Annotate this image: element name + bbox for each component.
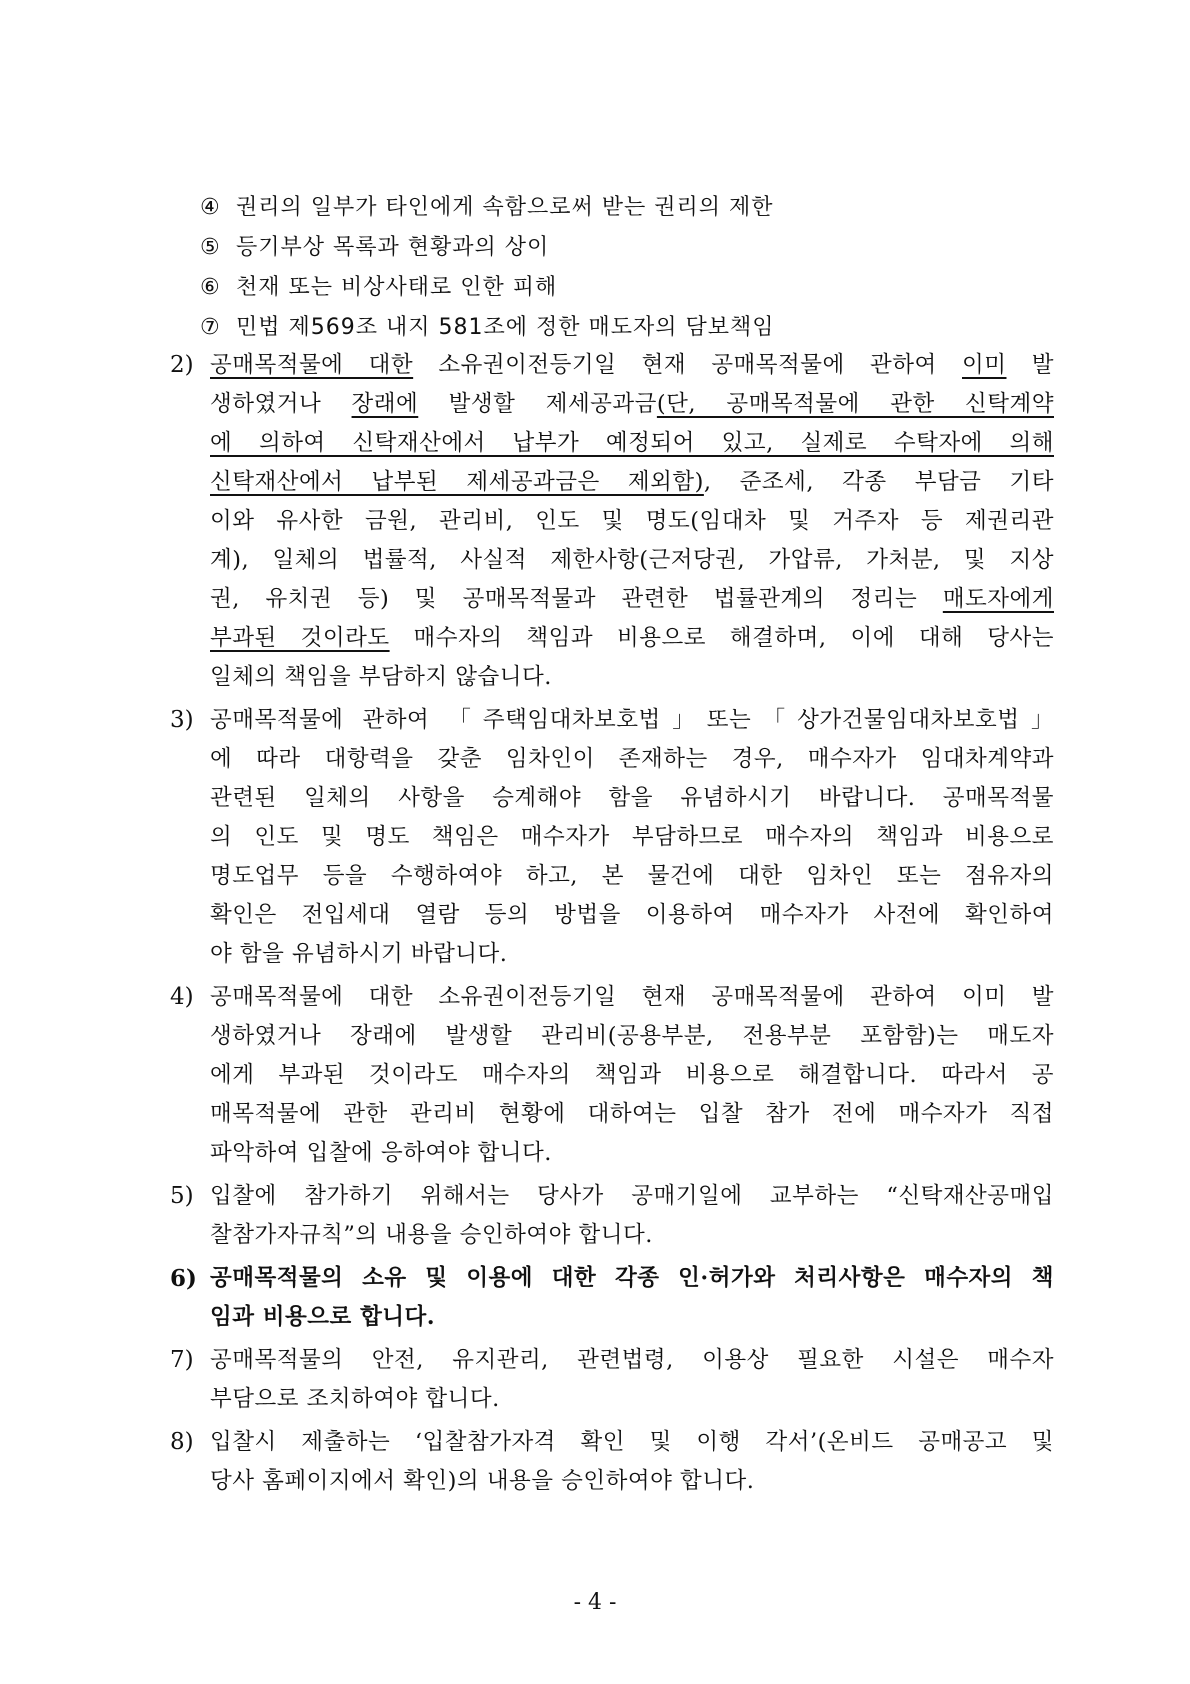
item-number: 7) (170, 1347, 194, 1373)
underlined-text: 부과된 것이라도 (210, 625, 390, 651)
item-line (210, 1341, 1054, 1380)
item-line (210, 1177, 1054, 1216)
underlined-text: (단, 공매목적물에 관한 신탁계약 (656, 391, 1054, 417)
item-line (210, 1095, 1054, 1134)
item-number: 8) (170, 1429, 194, 1455)
item-number: 2) (170, 352, 194, 378)
numbered-item (170, 978, 1054, 1173)
item-line (210, 896, 1054, 935)
underlined-text: 매도자에게 (942, 586, 1054, 612)
item-number: 5) (170, 1183, 194, 1209)
item-line (210, 619, 1054, 658)
text-run: 발생할 제세공과금 (418, 391, 657, 417)
text-run: 매수자의 책임과 비용으로 해결하며, 이에 대해 당사는 (389, 625, 1054, 651)
numbered-items (170, 346, 1054, 1505)
text-run: 임과 비용으로 합니다. (210, 1304, 436, 1330)
sub-item: ⑥ 천재 또는 비상사태로 인한 피해 (200, 275, 558, 300)
item-line (210, 1462, 1054, 1501)
item-line (210, 857, 1054, 896)
text-run: 에게 부과된 것이라도 매수자의 책임과 비용으로 해결합니다. 따라서 공 (210, 1062, 1054, 1088)
text-run: 생하였거나 장래에 발생할 관리비(공용부분, 전용부분 포함함)는 매도자 (210, 1023, 1054, 1049)
item-line (210, 541, 1054, 580)
text-run: 공매목적물에 관하여 「주택임대차보호법」또는「상가건물임대차보호법」 (210, 707, 1054, 733)
text-run: 부담으로 조치하여야 합니다. (210, 1386, 500, 1412)
text-run: 의 인도 및 명도 책임은 매수자가 부담하므로 매수자의 책임과 비용으로 (210, 824, 1054, 850)
text-run: 공매목적물의 소유 및 이용에 대한 각종 인·허가와 처리사항은 매수자의 책 (210, 1265, 1054, 1291)
text-run: 소유권이전등기일 현재 공매목적물에 관하여 (413, 352, 962, 378)
text-run: 매목적물에 관한 관리비 현황에 대하여는 입찰 참가 전에 매수자가 직접 (210, 1101, 1054, 1127)
item-number: 3) (170, 707, 194, 733)
text-run: 입찰시 제출하는 ‘입찰참가자격 확인 및 이행 각서’(온비드 공매공고 및 (210, 1429, 1054, 1455)
text-run: 야 함을 유념하시기 바랍니다. (210, 941, 508, 967)
item-line (210, 935, 1054, 974)
text-run: 에 따라 대항력을 갖춘 임차인이 존재하는 경우, 매수자가 임대차계약과 (210, 746, 1054, 772)
item-line (210, 1423, 1054, 1462)
numbered-item (170, 1423, 1054, 1501)
item-line (210, 701, 1054, 740)
sub-item: ⑦ 민법 제569조 내지 581조에 정한 매도자의 담보책임 (200, 315, 775, 340)
item-line (210, 1259, 1054, 1298)
numbered-item (170, 1259, 1054, 1337)
text-run: 권, 유치권 등) 및 공매목적물과 관련한 법률관계의 정리는 (210, 586, 943, 612)
text-run: 계), 일체의 법률적, 사실적 제한사항(근저당권, 가압류, 가처분, 및 지상 (210, 547, 1054, 573)
text-run: 이와 유사한 금원, 관리비, 인도 및 명도(임대차 및 거주자 등 제권리관 (210, 508, 1054, 534)
numbered-item (170, 1177, 1054, 1255)
item-line (210, 658, 1054, 697)
sub-item-list (200, 188, 1080, 348)
sub-item: ⑤ 등기부상 목록과 현황과의 상이 (200, 235, 550, 260)
item-line (210, 978, 1054, 1017)
numbered-item (170, 701, 1054, 974)
text-run: , 준조세, 각종 부담금 기타 (703, 469, 1055, 495)
item-line (210, 502, 1054, 541)
item-line (210, 385, 1054, 424)
item-number: 4) (170, 984, 194, 1010)
text-run: 생하였거나 (210, 391, 352, 417)
underlined-text: 장래에 (351, 391, 419, 417)
underlined-text: 에 의하여 신탁재산에서 납부가 예정되어 있고, 실제로 수탁자에 의해 (210, 430, 1054, 456)
text-run: 공매목적물의 안전, 유지관리, 관련법령, 이용상 필요한 시설은 매수자 (210, 1347, 1054, 1373)
text-run: 관련된 일체의 사항을 승계해야 함을 유념하시기 바랍니다. 공매목적물 (210, 785, 1054, 811)
item-line (210, 346, 1054, 385)
text-run: 확인은 전입세대 열람 등의 방법을 이용하여 매수자가 사전에 확인하여 (210, 902, 1054, 928)
item-line (210, 740, 1054, 779)
item-line (210, 779, 1054, 818)
text-run: 명도업무 등을 수행하여야 하고, 본 물건에 대한 임차인 또는 점유자의 (210, 863, 1054, 889)
numbered-item (170, 346, 1054, 697)
text-run: 공매목적물에 대한 소유권이전등기일 현재 공매목적물에 관하여 이미 발 (210, 984, 1054, 1010)
underlined-text: 공매목적물에 대한 (210, 352, 414, 378)
page-number: - 4 - (573, 1590, 617, 1615)
item-line (210, 1056, 1054, 1095)
item-line (210, 818, 1054, 857)
numbered-item (170, 1341, 1054, 1419)
item-line (210, 424, 1054, 463)
underlined-text: 이미 (962, 352, 1007, 378)
text-run: 발 (1006, 352, 1054, 378)
underlined-text: 신탁재산에서 납부된 제세공과금은 제외함) (210, 469, 704, 495)
item-line (210, 1380, 1054, 1419)
item-number: 6) (170, 1265, 197, 1292)
item-line (210, 1298, 1054, 1337)
item-line (210, 1134, 1054, 1173)
item-line (210, 463, 1054, 502)
item-line (210, 1017, 1054, 1056)
sub-item: ④ 권리의 일부가 타인에게 속함으로써 받는 권리의 제한 (200, 195, 774, 220)
text-run: 찰참가자규칙”의 내용을 승인하여야 합니다. (210, 1222, 653, 1248)
item-line (210, 580, 1054, 619)
text-run: 입찰에 참가하기 위해서는 당사가 공매기일에 교부하는 “신탁재산공매입 (210, 1183, 1054, 1209)
text-run: 일체의 책임을 부담하지 않습니다. (210, 664, 552, 690)
text-run: 당사 홈페이지에서 확인)의 내용을 승인하여야 합니다. (210, 1468, 755, 1494)
item-line (210, 1216, 1054, 1255)
text-run: 파악하여 입찰에 응하여야 합니다. (210, 1140, 552, 1166)
